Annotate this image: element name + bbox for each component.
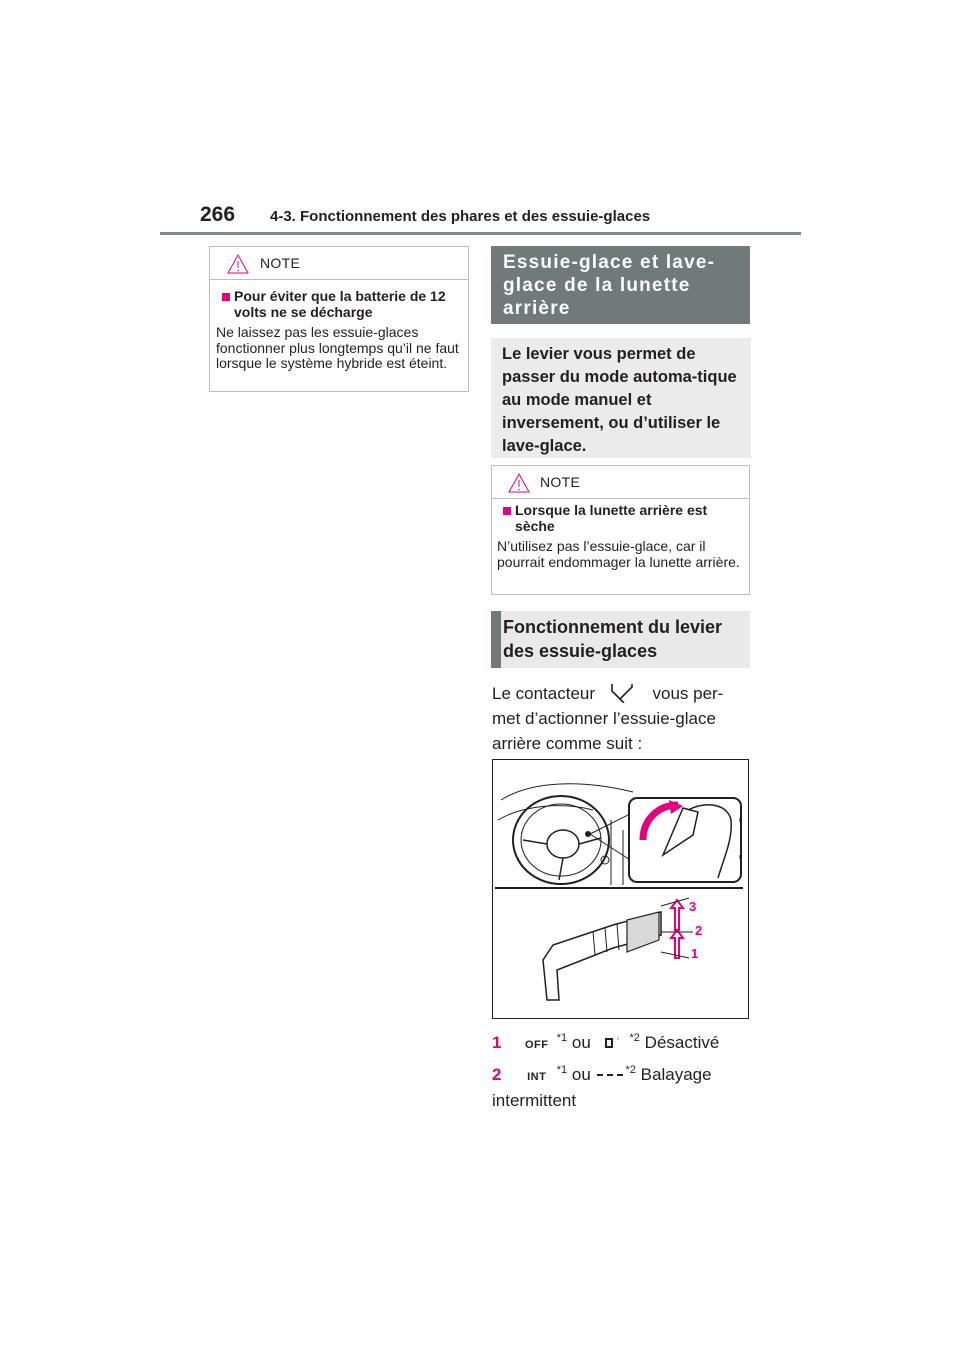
note-label: NOTE — [540, 474, 581, 490]
footnote-ref: *1 — [556, 1032, 568, 1044]
conjunction: ou — [571, 1065, 591, 1084]
warning-triangle-icon — [508, 473, 530, 493]
note-text: N’utilisez pas l’essuie-glace, car il pourrait endommager la lunette arrière. — [497, 538, 740, 570]
callout-1: 1 — [691, 946, 699, 961]
lever-paragraph: Le contacteur vous per-met d’actionner l’essuie-glace arrière comme suit : — [492, 684, 724, 753]
callout-3: 3 — [689, 899, 697, 914]
note-box-dry-window — [491, 465, 750, 595]
callout-2: 2 — [695, 923, 703, 938]
dashboard-lever-drawing — [493, 760, 748, 1018]
intro-summary: Le levier vous permet de passer du mode automa-tique au mode manuel et inversement, ou d’utiliser le lave-glace. — [491, 338, 751, 458]
list-number: 2 — [492, 1065, 502, 1084]
rear-wiper-switch-icon — [600, 685, 648, 701]
footnote-ref: *1 — [556, 1064, 568, 1076]
note-title: Pour éviter que la batterie de 12 volts ne se décharge — [216, 288, 462, 320]
list-item-off — [492, 1026, 750, 1058]
section-title: 4-3. Fonctionnement des phares et des essuie-glaces — [270, 208, 651, 225]
off-glyph: OFF — [524, 1039, 549, 1051]
note-label: NOTE — [260, 255, 301, 271]
section-heading-rear-wiper: Essuie-glace et lave-glace de la lunette arrière — [491, 246, 750, 324]
list-number: 1 — [492, 1033, 502, 1052]
section-heading-lever: Fonctionnement du levier des essuie-glaces — [491, 611, 750, 668]
list-text: Désactivé — [644, 1033, 720, 1052]
note-title: Lorsque la lunette arrière est sèche — [497, 502, 743, 534]
square-bullet-icon — [222, 293, 230, 301]
header-rule — [160, 232, 801, 235]
list-item-int — [492, 1058, 750, 1113]
conjunction: ou — [571, 1033, 591, 1052]
note-text: Ne laissez pas les essuie-glaces fonctionner plus longtemps qu’il ne faut lorsque le système hybride est éteint. — [216, 324, 459, 371]
page-number: 266 — [200, 203, 236, 226]
note-header — [210, 247, 468, 280]
footnote-ref: *2 — [629, 1032, 640, 1044]
footnote-ref: *2 — [625, 1064, 636, 1076]
intermittent-dashes-icon — [596, 1061, 626, 1085]
list-text: Balayage intermittent — [492, 1065, 712, 1110]
note-box-battery — [209, 246, 469, 392]
int-glyph: INT — [527, 1071, 547, 1083]
wiper-lever-illustration — [492, 759, 749, 1019]
off-symbol-icon — [596, 1034, 630, 1058]
square-bullet-icon — [503, 507, 511, 515]
warning-triangle-icon — [227, 254, 249, 274]
note-header — [492, 466, 749, 499]
